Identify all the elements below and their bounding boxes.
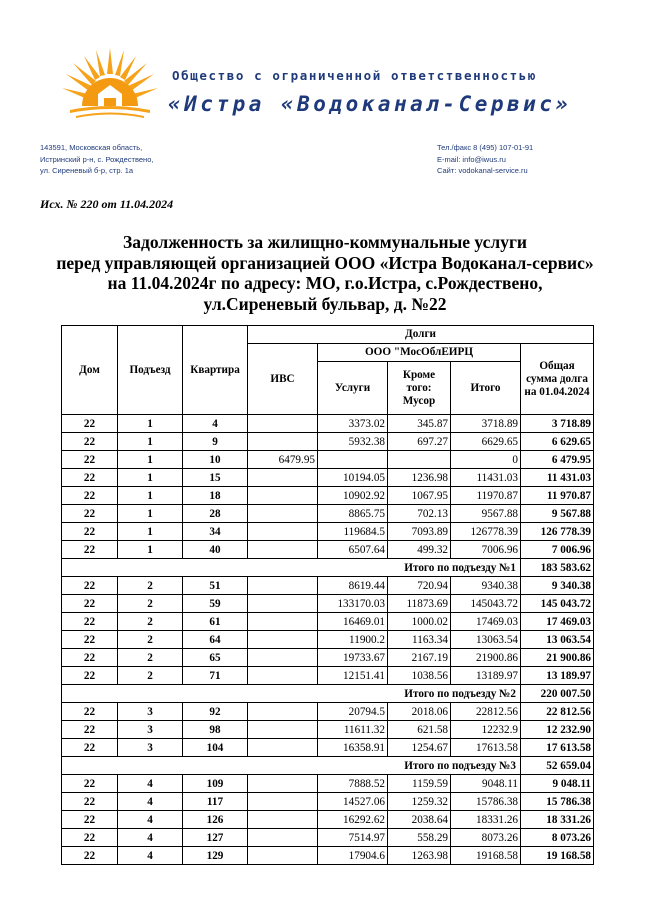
cell-overall: 9 340.38	[521, 577, 594, 595]
cell-garbage: 499.32	[388, 541, 451, 559]
cell-services: 119684.5	[318, 523, 388, 541]
cell-overall: 21 900.86	[521, 649, 594, 667]
table-row	[62, 829, 594, 847]
header-org: ООО "МосОблЕИРЦ	[318, 344, 521, 362]
cell-total: 13189.97	[451, 667, 521, 685]
cell-overall: 7 006.96	[521, 541, 594, 559]
cell-garbage: 1163.34	[388, 631, 451, 649]
cell-apartment: 126	[183, 811, 248, 829]
cell-entrance: 1	[118, 541, 183, 559]
cell-garbage: 2018.06	[388, 703, 451, 721]
cell-house: 22	[62, 721, 118, 739]
table-row	[62, 613, 594, 631]
cell-garbage: 702.13	[388, 505, 451, 523]
cell-ivs	[248, 595, 318, 613]
subtotal-label: Итого по подъезду №3	[62, 757, 521, 775]
cell-entrance: 1	[118, 415, 183, 433]
cell-services: 8865.75	[318, 505, 388, 523]
cell-house: 22	[62, 541, 118, 559]
cell-entrance: 2	[118, 649, 183, 667]
cell-apartment: 40	[183, 541, 248, 559]
sun-house-logo-icon	[60, 44, 160, 126]
table-row	[62, 451, 594, 469]
cell-total: 145043.72	[451, 595, 521, 613]
cell-services: 10194.05	[318, 469, 388, 487]
table-row	[62, 775, 594, 793]
cell-services: 7514.97	[318, 829, 388, 847]
cell-total: 18331.26	[451, 811, 521, 829]
table-row	[62, 415, 594, 433]
table-row	[62, 631, 594, 649]
cell-ivs	[248, 505, 318, 523]
cell-garbage: 345.87	[388, 415, 451, 433]
cell-total: 13063.54	[451, 631, 521, 649]
cell-garbage: 1067.95	[388, 487, 451, 505]
cell-overall: 145 043.72	[521, 595, 594, 613]
cell-total: 12232.9	[451, 721, 521, 739]
cell-apartment: 10	[183, 451, 248, 469]
cell-house: 22	[62, 793, 118, 811]
cell-entrance: 2	[118, 613, 183, 631]
table-row	[62, 469, 594, 487]
cell-ivs	[248, 487, 318, 505]
table-row	[62, 595, 594, 613]
phone-fax: Тел./факс 8 (495) 107-01-91	[437, 143, 534, 152]
cell-apartment: 71	[183, 667, 248, 685]
debt-table	[61, 325, 594, 865]
table-row	[62, 577, 594, 595]
cell-ivs	[248, 811, 318, 829]
cell-apartment: 129	[183, 847, 248, 865]
cell-garbage	[388, 451, 451, 469]
cell-overall: 13 189.97	[521, 667, 594, 685]
cell-ivs: 6479.95	[248, 451, 318, 469]
cell-house: 22	[62, 703, 118, 721]
cell-entrance: 3	[118, 739, 183, 757]
cell-overall: 9 567.88	[521, 505, 594, 523]
cell-overall: 9 048.11	[521, 775, 594, 793]
header-entrance: Подъезд	[118, 326, 183, 415]
table-row	[62, 523, 594, 541]
title-line: перед управляющей организацией ООО «Истра Водоканал-сервис»	[56, 252, 594, 273]
cell-services: 11900.2	[318, 631, 388, 649]
cell-garbage: 1038.56	[388, 667, 451, 685]
cell-house: 22	[62, 847, 118, 865]
cell-entrance: 4	[118, 811, 183, 829]
cell-house: 22	[62, 469, 118, 487]
cell-garbage: 1259.32	[388, 793, 451, 811]
cell-entrance: 3	[118, 703, 183, 721]
cell-overall: 13 063.54	[521, 631, 594, 649]
company-name: «Истра «Водоканал-Сервис»	[168, 92, 572, 116]
cell-house: 22	[62, 775, 118, 793]
cell-apartment: 4	[183, 415, 248, 433]
cell-garbage: 7093.89	[388, 523, 451, 541]
title-line: на 11.04.2024г по адресу: МО, г.о.Истра, с.Рождествено,	[107, 273, 543, 293]
cell-garbage: 2038.64	[388, 811, 451, 829]
table-row	[62, 811, 594, 829]
cell-overall: 11 970.87	[521, 487, 594, 505]
cell-house: 22	[62, 577, 118, 595]
cell-ivs	[248, 469, 318, 487]
subtotal-row	[62, 757, 594, 775]
cell-house: 22	[62, 829, 118, 847]
table-row	[62, 847, 594, 865]
cell-total: 17613.58	[451, 739, 521, 757]
cell-total: 8073.26	[451, 829, 521, 847]
cell-apartment: 18	[183, 487, 248, 505]
subtotal-label: Итого по подъезду №2	[62, 685, 521, 703]
cell-entrance: 4	[118, 775, 183, 793]
cell-ivs	[248, 667, 318, 685]
cell-services: 11611.32	[318, 721, 388, 739]
header-apartment: Квартира	[183, 326, 248, 415]
table-row	[62, 703, 594, 721]
cell-garbage: 1236.98	[388, 469, 451, 487]
cell-services: 17904.6	[318, 847, 388, 865]
cell-ivs	[248, 523, 318, 541]
cell-services: 5932.38	[318, 433, 388, 451]
cell-ivs	[248, 541, 318, 559]
cell-services: 20794.5	[318, 703, 388, 721]
cell-total: 19168.58	[451, 847, 521, 865]
subtotal-value: 183 583.62	[521, 559, 594, 577]
cell-garbage: 11873.69	[388, 595, 451, 613]
cell-overall: 6 479.95	[521, 451, 594, 469]
company-address	[40, 142, 153, 177]
cell-total: 22812.56	[451, 703, 521, 721]
cell-ivs	[248, 721, 318, 739]
cell-house: 22	[62, 739, 118, 757]
cell-overall: 11 431.03	[521, 469, 594, 487]
table-row	[62, 793, 594, 811]
cell-overall: 17 469.03	[521, 613, 594, 631]
table-row	[62, 541, 594, 559]
cell-house: 22	[62, 631, 118, 649]
table-row	[62, 649, 594, 667]
cell-apartment: 117	[183, 793, 248, 811]
cell-entrance: 2	[118, 667, 183, 685]
cell-apartment: 109	[183, 775, 248, 793]
header-overall: Общая сумма долга на 01.04.2024	[521, 344, 594, 415]
cell-entrance: 2	[118, 631, 183, 649]
cell-services: 6507.64	[318, 541, 388, 559]
cell-house: 22	[62, 505, 118, 523]
subtotal-value: 52 659.04	[521, 757, 594, 775]
title-line: Задолженность за жилищно-коммунальные услуги	[123, 232, 527, 252]
cell-house: 22	[62, 487, 118, 505]
website: Сайт: vodokanal-service.ru	[437, 166, 528, 175]
cell-entrance: 4	[118, 829, 183, 847]
letterhead	[40, 44, 620, 134]
table-row	[62, 667, 594, 685]
cell-overall: 18 331.26	[521, 811, 594, 829]
cell-entrance: 1	[118, 505, 183, 523]
cell-ivs	[248, 793, 318, 811]
cell-house: 22	[62, 649, 118, 667]
cell-garbage: 1263.98	[388, 847, 451, 865]
header-garbage: Кроме того: Мусор	[388, 362, 451, 415]
cell-ivs	[248, 415, 318, 433]
cell-total: 0	[451, 451, 521, 469]
document-title	[30, 232, 620, 314]
cell-total: 15786.38	[451, 793, 521, 811]
subtotal-value: 220 007.50	[521, 685, 594, 703]
cell-garbage: 1000.02	[388, 613, 451, 631]
cell-entrance: 1	[118, 487, 183, 505]
cell-apartment: 98	[183, 721, 248, 739]
cell-total: 9340.38	[451, 577, 521, 595]
cell-total: 7006.96	[451, 541, 521, 559]
cell-house: 22	[62, 415, 118, 433]
header-total: Итого	[451, 362, 521, 415]
cell-house: 22	[62, 667, 118, 685]
cell-total: 21900.86	[451, 649, 521, 667]
table-row	[62, 433, 594, 451]
cell-ivs	[248, 433, 318, 451]
outgoing-number: Исх. № 220 от 11.04.2024	[40, 197, 174, 211]
cell-total: 9567.88	[451, 505, 521, 523]
table-row	[62, 721, 594, 739]
cell-overall: 19 168.58	[521, 847, 594, 865]
cell-services: 3373.02	[318, 415, 388, 433]
cell-garbage: 697.27	[388, 433, 451, 451]
cell-entrance: 2	[118, 577, 183, 595]
cell-overall: 12 232.90	[521, 721, 594, 739]
cell-services	[318, 451, 388, 469]
cell-services: 14527.06	[318, 793, 388, 811]
cell-ivs	[248, 703, 318, 721]
table-row	[62, 739, 594, 757]
cell-garbage: 621.58	[388, 721, 451, 739]
cell-ivs	[248, 631, 318, 649]
address-line: ул. Сиреневый б-р, стр. 1а	[40, 166, 134, 175]
cell-ivs	[248, 649, 318, 667]
cell-services: 16358.91	[318, 739, 388, 757]
cell-apartment: 51	[183, 577, 248, 595]
cell-garbage: 1254.67	[388, 739, 451, 757]
cell-apartment: 59	[183, 595, 248, 613]
cell-garbage: 720.94	[388, 577, 451, 595]
cell-house: 22	[62, 613, 118, 631]
company-contacts	[437, 142, 533, 177]
cell-apartment: 34	[183, 523, 248, 541]
cell-services: 16292.62	[318, 811, 388, 829]
subtotal-row	[62, 559, 594, 577]
cell-apartment: 65	[183, 649, 248, 667]
cell-total: 11970.87	[451, 487, 521, 505]
cell-apartment: 28	[183, 505, 248, 523]
cell-entrance: 2	[118, 595, 183, 613]
address-line: 143591, Московская область,	[40, 143, 143, 152]
header-services: Услуги	[318, 362, 388, 415]
cell-apartment: 15	[183, 469, 248, 487]
cell-overall: 126 778.39	[521, 523, 594, 541]
cell-total: 11431.03	[451, 469, 521, 487]
email: E-mail: info@iwus.ru	[437, 154, 506, 164]
cell-ivs	[248, 829, 318, 847]
cell-ivs	[248, 613, 318, 631]
cell-apartment: 64	[183, 631, 248, 649]
table-row	[62, 505, 594, 523]
cell-overall: 6 629.65	[521, 433, 594, 451]
cell-ivs	[248, 577, 318, 595]
cell-house: 22	[62, 811, 118, 829]
cell-services: 10902.92	[318, 487, 388, 505]
cell-overall: 22 812.56	[521, 703, 594, 721]
cell-house: 22	[62, 451, 118, 469]
cell-services: 7888.52	[318, 775, 388, 793]
cell-total: 3718.89	[451, 415, 521, 433]
cell-overall: 3 718.89	[521, 415, 594, 433]
cell-entrance: 1	[118, 523, 183, 541]
table-row	[62, 487, 594, 505]
cell-entrance: 4	[118, 847, 183, 865]
cell-apartment: 127	[183, 829, 248, 847]
cell-services: 19733.67	[318, 649, 388, 667]
cell-services: 133170.03	[318, 595, 388, 613]
cell-apartment: 61	[183, 613, 248, 631]
cell-overall: 15 786.38	[521, 793, 594, 811]
cell-services: 8619.44	[318, 577, 388, 595]
cell-entrance: 1	[118, 451, 183, 469]
cell-total: 126778.39	[451, 523, 521, 541]
cell-entrance: 1	[118, 433, 183, 451]
cell-entrance: 1	[118, 469, 183, 487]
cell-services: 12151.41	[318, 667, 388, 685]
cell-house: 22	[62, 595, 118, 613]
cell-total: 17469.03	[451, 613, 521, 631]
cell-ivs	[248, 847, 318, 865]
cell-apartment: 92	[183, 703, 248, 721]
company-type: Общество с ограниченной ответственностью	[172, 68, 538, 83]
cell-garbage: 558.29	[388, 829, 451, 847]
title-line: ул.Сиреневый бульвар, д. №22	[203, 293, 447, 314]
cell-garbage: 2167.19	[388, 649, 451, 667]
subtotal-row	[62, 685, 594, 703]
cell-house: 22	[62, 433, 118, 451]
cell-entrance: 3	[118, 721, 183, 739]
header-ivs: ИВС	[248, 344, 318, 415]
cell-overall: 17 613.58	[521, 739, 594, 757]
cell-ivs	[248, 775, 318, 793]
cell-total: 9048.11	[451, 775, 521, 793]
cell-house: 22	[62, 523, 118, 541]
header-debts: Долги	[248, 326, 594, 344]
cell-overall: 8 073.26	[521, 829, 594, 847]
cell-services: 16469.01	[318, 613, 388, 631]
cell-ivs	[248, 739, 318, 757]
header-house: Дом	[62, 326, 118, 415]
subtotal-label: Итого по подъезду №1	[62, 559, 521, 577]
cell-entrance: 4	[118, 793, 183, 811]
cell-garbage: 1159.59	[388, 775, 451, 793]
cell-total: 6629.65	[451, 433, 521, 451]
address-line: Истринский р-н, с. Рождествено,	[40, 154, 154, 164]
cell-apartment: 9	[183, 433, 248, 451]
debt-table-body	[62, 415, 594, 865]
cell-apartment: 104	[183, 739, 248, 757]
